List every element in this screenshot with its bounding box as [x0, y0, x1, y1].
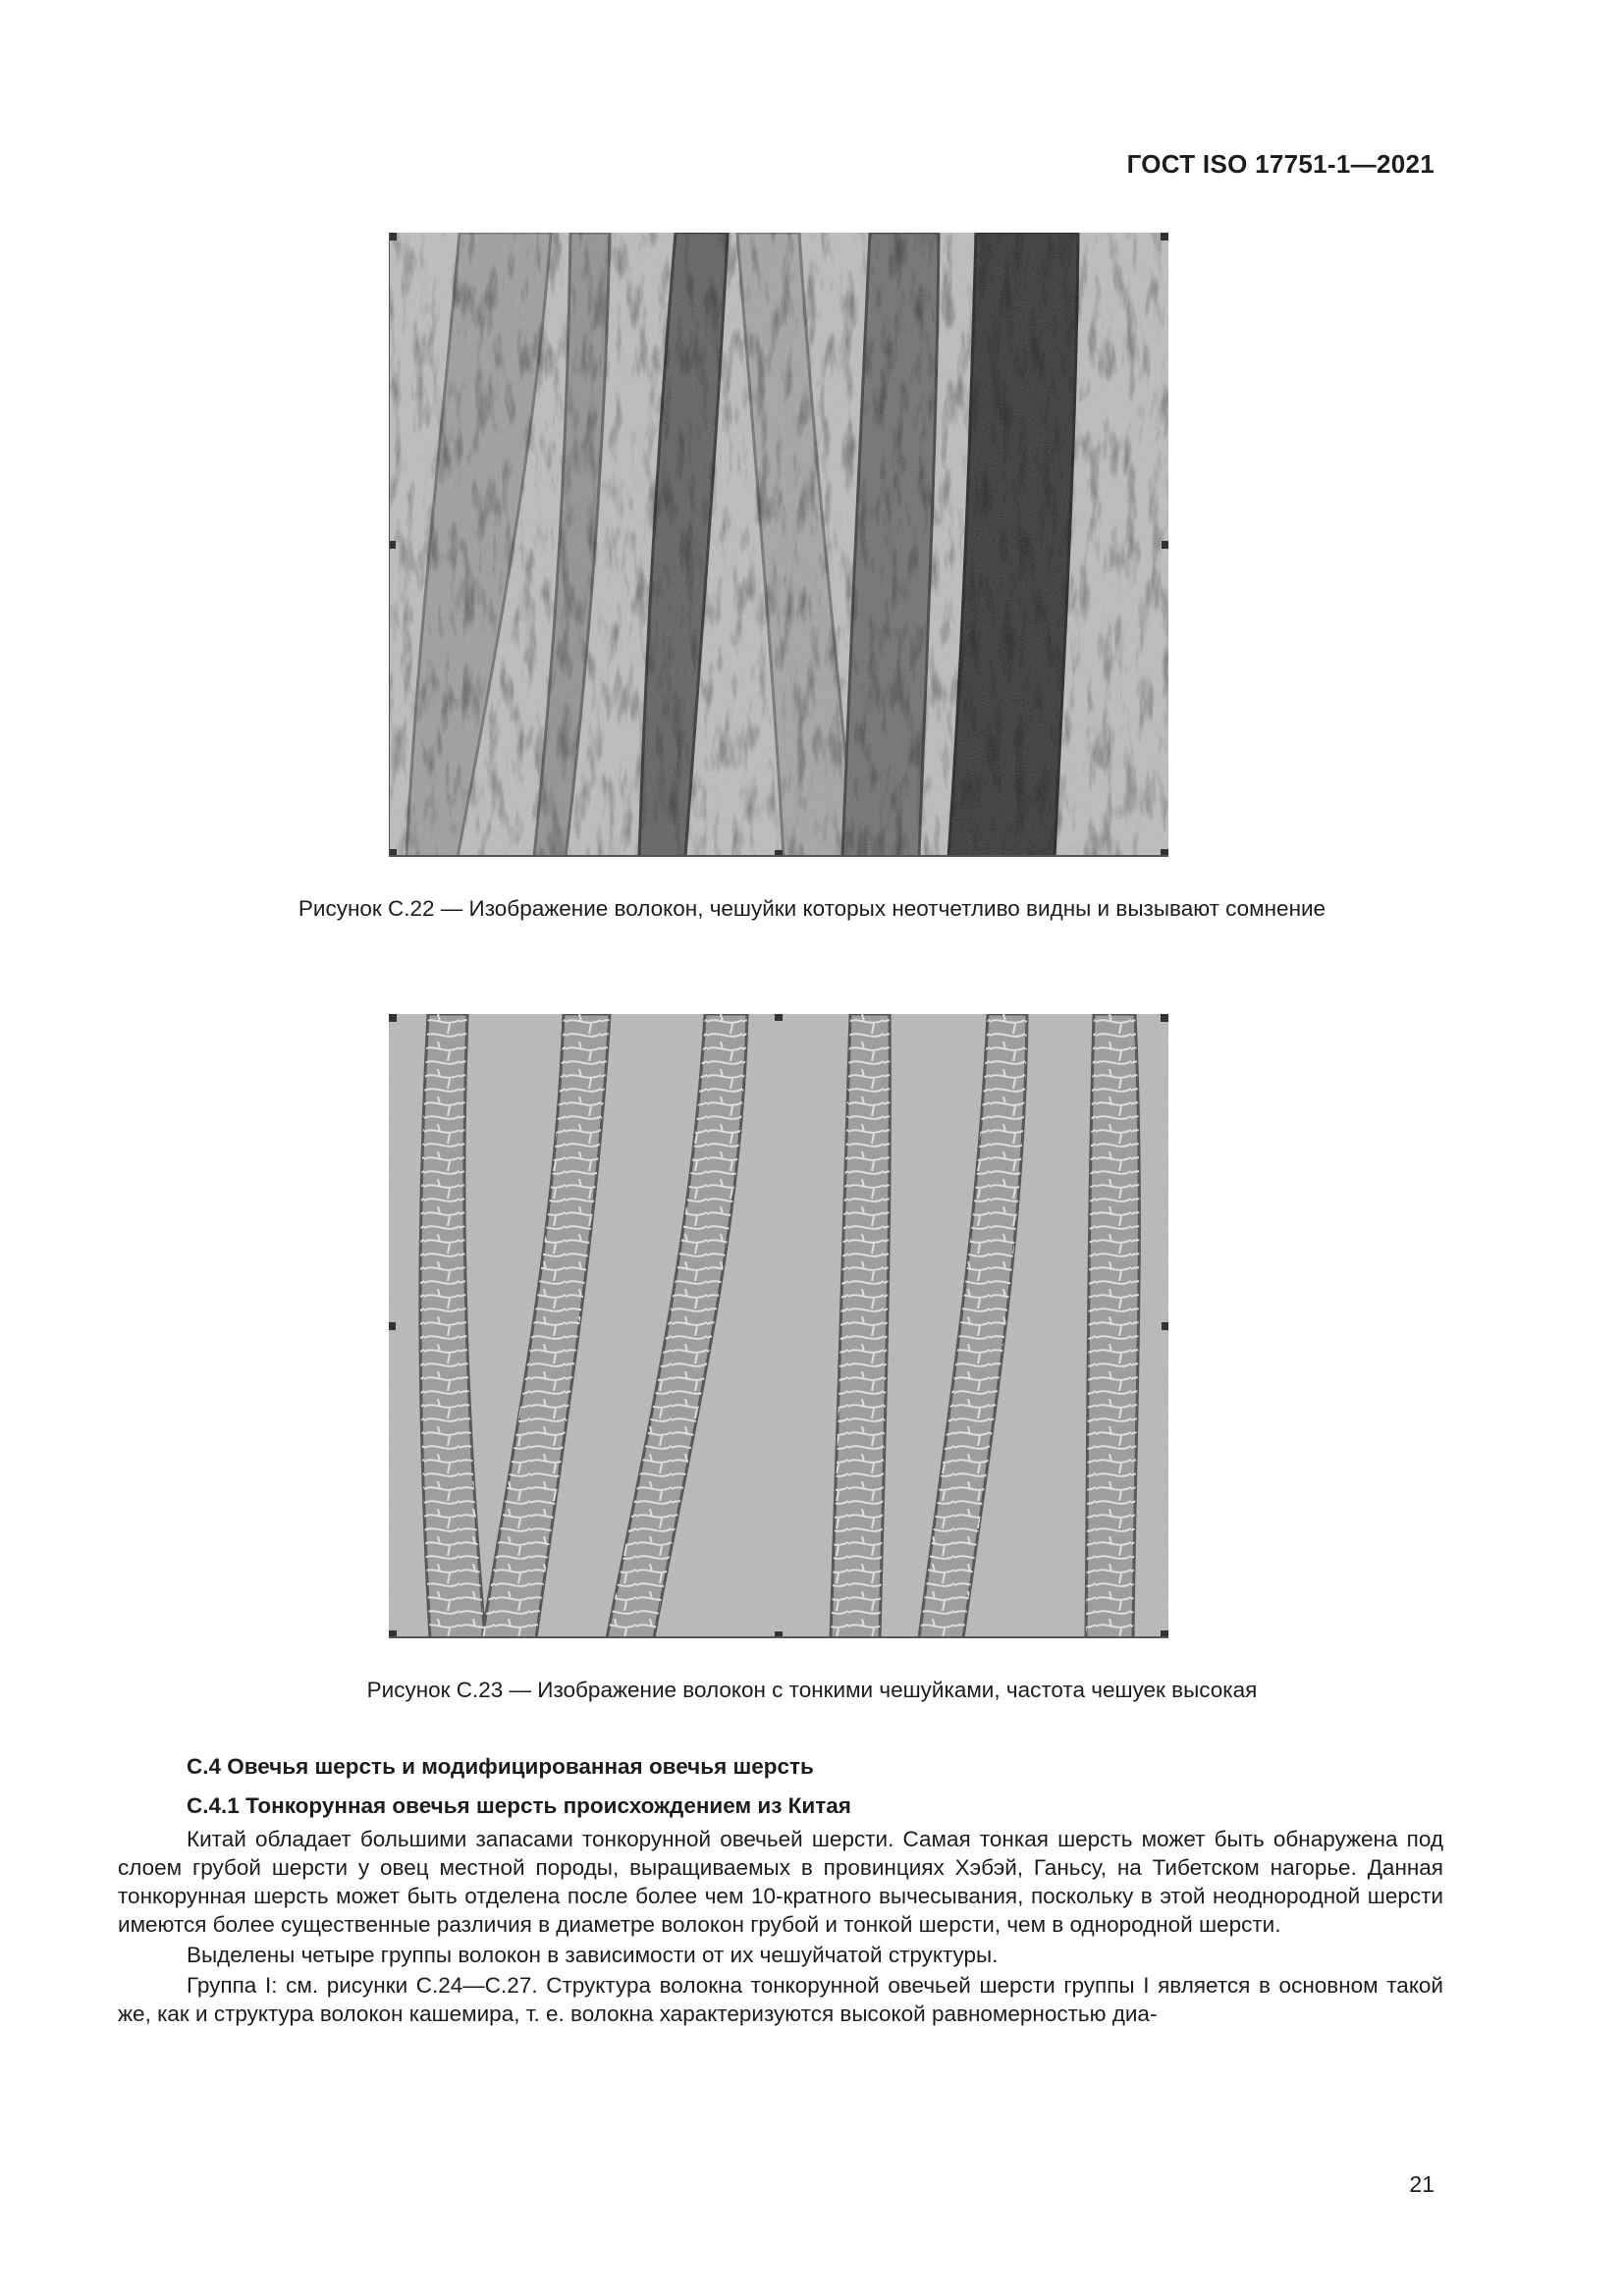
document-code: ГОСТ ISO 17751-1—2021	[1126, 149, 1435, 179]
figure-c23-caption: Рисунок С.23 — Изображение волокон с тонкими чешуйками, частота чешуек высокая	[366, 1678, 1258, 1702]
section-heading: С.4 Овечья шерсть и модифицированная овечья шерсть	[187, 1754, 814, 1779]
paragraph-3: Группа I: см. рисунки С.24—С.27. Структура волокна тонкорунной овечьей шерсти группы I является в основном такой же, как и структура волокон кашемира, т. е. волокна характеризуются высокой равномерностью диа-	[118, 1973, 1443, 2026]
figure-c23-micrograph	[389, 1014, 1168, 1638]
figure-c22-micrograph	[389, 233, 1168, 857]
paragraph-1: Китай обладает большими запасами тонкорунной овечьей шерсти. Самая тонкая шерсть может быть обнаружена под слоем грубой шерсти у овец местной породы, выращиваемых в провинциях Хэбэй, Ганьсу, на Тибетском нагорье. Данная тонкорунная шерсть может быть отделена после более чем 10-кратного вычесывания, поскольку в этой неоднородной шерсти имеются более существенные различия в диаметре волокон грубой и тонкой шерсти, чем в однородной шерсти.	[118, 1827, 1443, 1937]
paragraph-2: Выделены четыре группы волокон в зависимости от их чешуйчатой структуры.	[187, 1943, 999, 1967]
subsection-heading: С.4.1 Тонкорунная овечья шерсть происхождением из Китая	[187, 1793, 851, 1818]
page-number: 21	[1409, 2171, 1435, 2197]
body-text	[118, 1825, 1443, 2030]
figure-c22-caption: Рисунок С.22 — Изображение волокон, чешуйки которых неотчетливо видны и вызывают сомнение	[298, 896, 1326, 921]
